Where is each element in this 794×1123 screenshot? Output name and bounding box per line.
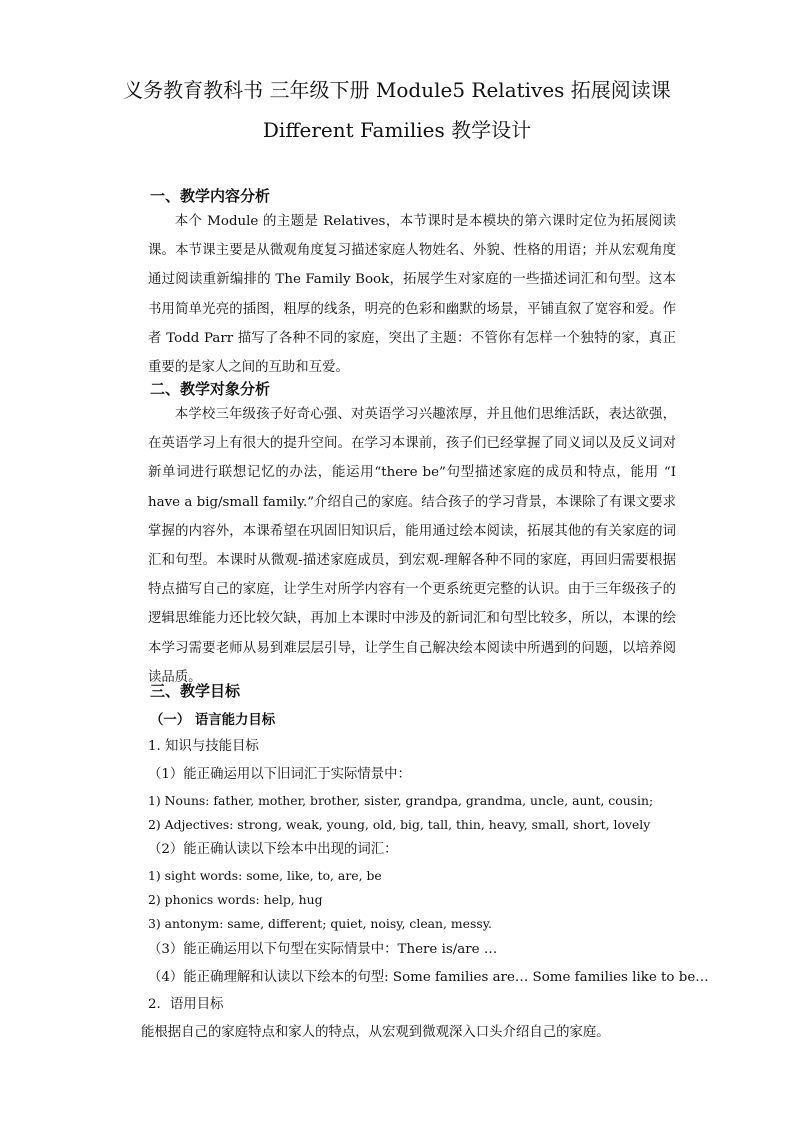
sight-words-list: 1) sight words: some, like, to, are, be — [148, 868, 382, 883]
objective-knowledge-skills: 1. 知识与技能目标 — [148, 739, 259, 754]
document-title: 义务教育教科书 三年级下册 Module5 Relatives 拓展阅读课 — [123, 78, 671, 102]
requirement-picture-book-sentences: （4）能正确理解和认读以下绘本的句型: Some families are… Some families like to be… — [148, 970, 709, 985]
requirement-picture-book-words: （2）能正确认读以下绘本中出现的词汇： — [148, 842, 398, 857]
learner-analysis-paragraph: 本学校三年级孩子好奇心强、对英语学习兴趣浓厚，并且他们思维活跃，表达欲强，在英语学习上有很大的提升空间。在学习本课前，孩子们已经掌握了同义词以及反义词对新单词进行联想记忆的办法，能运用“there be”句型描述家庭的成员和特点，能用 “I have a big/small family.”介绍自己的家庭。结合孩子的学习背景，本课除了有课文要求掌握的内容外，本课希望在巩固旧知识后，能用通过绘本阅读，拓展其他的有关家庭的词汇和句型。本课时从微观-描述家庭成员，到宏观-理解各种不同的家庭，再回归需要根据特点描写自己的家庭，让学生对所学内容有一个更系统更完整的认识。由于三年级孩子的逻辑思维能力还比较欠缺，再加上本课时中涉及的新词汇和句型比较多，所以，本课的绘本学习需要老师从易到难层层引导，让学生自己解决绘本阅读中所遇到的问题，以培养阅读品质。 — [148, 407, 676, 685]
requirement-sentence-pattern: （3）能正确运用以下句型在实际情景中：There is/are … — [148, 942, 498, 957]
phonics-words-list: 2) phonics words: help, hug — [148, 892, 323, 907]
requirement-old-vocabulary: （1）能正确运用以下旧词汇于实际情景中： — [148, 767, 411, 782]
adjectives-list: 2) Adjectives: strong, weak, young, old, big, tall, thin, heavy, small, short, lovely — [148, 817, 651, 832]
objective-pragmatic: 2．语用目标 — [148, 997, 224, 1012]
content-analysis-paragraph: 本个 Module 的主题是 Relatives，本节课时是本模块的第六课时定位为拓展阅读课。本节课主要是从微观角度复习描述家庭人物姓名、外貌、性格的用语；并从宏观角度通过阅读重新编排的 The Family Book，拓展学生对家庭的一些描述词汇和句型。这本书用简单光亮的插图，粗厚的线条，明亮的色彩和幽默的场景，平铺直叙了宽容和爱。作者 Todd Parr 描写了各种不同的家庭，突出了主题：不管你有怎样一个独特的家，真正重要的是家人之间的互助和互爱。 — [148, 214, 676, 376]
section-heading-content-analysis: 一、教学内容分析 — [150, 187, 271, 205]
antonym-list: 3) antonym: same, different; quiet, noisy, clean, messy. — [148, 916, 492, 931]
document-subtitle: Different Families 教学设计 — [262, 118, 532, 142]
nouns-list: 1) Nouns: father, mother, brother, sister, grandpa, grandma, uncle, aunt, cousin; — [148, 793, 654, 808]
section-heading-teaching-objectives: 三、教学目标 — [150, 682, 241, 700]
section-heading-learner-analysis: 二、教学对象分析 — [150, 380, 271, 398]
pragmatic-goal-text: 能根据自己的家庭特点和家人的特点，从宏观到微观深入口头介绍自己的家庭。 — [141, 1025, 610, 1040]
subheading-language-ability: （一） 语言能力目标 — [150, 712, 276, 728]
